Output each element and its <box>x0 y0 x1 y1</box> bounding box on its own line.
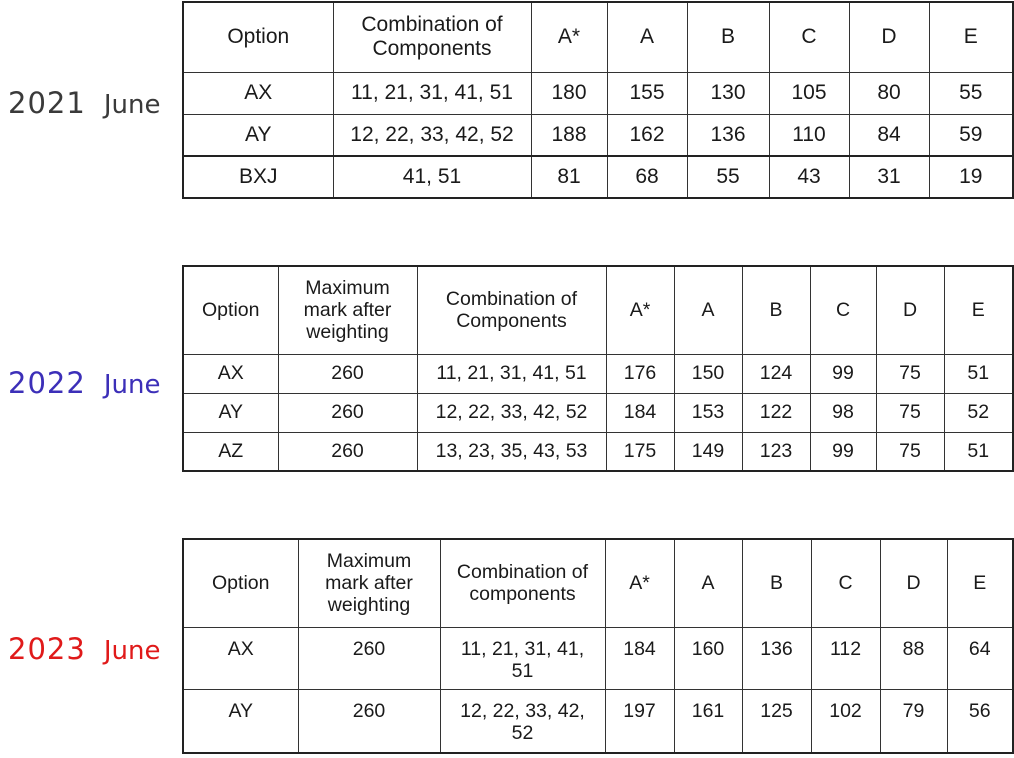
year-label-2021 <box>8 86 160 120</box>
table-cell: AY <box>183 689 298 753</box>
header-cell: Option <box>183 266 278 354</box>
table-cell: 84 <box>849 114 929 156</box>
table-cell: 125 <box>742 689 811 753</box>
table-cell: 75 <box>876 354 944 393</box>
table-cell: 161 <box>674 689 742 753</box>
table-cell: 260 <box>278 393 417 432</box>
header-cell: A <box>607 2 687 72</box>
table-cell: 184 <box>606 393 674 432</box>
header-cell: A* <box>606 266 674 354</box>
header-cell: A* <box>531 2 607 72</box>
table-cell: 41, 51 <box>333 156 531 198</box>
table-cell: 55 <box>929 72 1013 114</box>
table-cell: 80 <box>849 72 929 114</box>
year-label-2023 <box>8 632 160 666</box>
table-cell: 260 <box>298 689 440 753</box>
table-cell: 155 <box>607 72 687 114</box>
table-cell: 55 <box>687 156 769 198</box>
table-cell: 175 <box>606 432 674 471</box>
table-cell: 79 <box>880 689 947 753</box>
header-cell: B <box>742 266 810 354</box>
header-cell: A <box>674 539 742 627</box>
table-cell: 180 <box>531 72 607 114</box>
table-cell: 75 <box>876 432 944 471</box>
table-cell: 51 <box>944 354 1013 393</box>
table-cell: 75 <box>876 393 944 432</box>
table-cell: 19 <box>929 156 1013 198</box>
table-cell: 122 <box>742 393 810 432</box>
header-cell: Combination of components <box>440 539 605 627</box>
header-cell: Maximum mark after weighting <box>298 539 440 627</box>
table-cell: 150 <box>674 354 742 393</box>
table-row <box>183 393 1013 432</box>
table-cell: 31 <box>849 156 929 198</box>
table-cell: 176 <box>606 354 674 393</box>
header-cell: D <box>849 2 929 72</box>
table-cell: BXJ <box>183 156 333 198</box>
table-cell: 99 <box>810 354 876 393</box>
table-cell: AX <box>183 627 298 689</box>
table-row <box>183 156 1013 198</box>
table-row <box>183 72 1013 114</box>
grade-table-2023 <box>182 538 1014 754</box>
table-cell: 160 <box>674 627 742 689</box>
header-cell: D <box>876 266 944 354</box>
table-cell: 136 <box>742 627 811 689</box>
grade-table-2022 <box>182 265 1014 472</box>
table-row <box>183 689 1013 753</box>
header-cell: E <box>944 266 1013 354</box>
header-cell: Maximum mark after weighting <box>278 266 417 354</box>
year-label-2022 <box>8 366 160 400</box>
table-row <box>183 432 1013 471</box>
table-header-row <box>183 539 1013 627</box>
table-cell: AX <box>183 354 278 393</box>
table-cell: 51 <box>944 432 1013 471</box>
table-cell: 52 <box>944 393 1013 432</box>
grade-table-2021 <box>182 1 1014 199</box>
header-cell: B <box>687 2 769 72</box>
header-cell: E <box>929 2 1013 72</box>
month-text: June <box>103 370 161 400</box>
table-cell: 59 <box>929 114 1013 156</box>
header-cell: Combination of Components <box>417 266 606 354</box>
table-cell: AZ <box>183 432 278 471</box>
table-cell: 12, 22, 33, 42, 52 <box>440 689 605 753</box>
year-text: 2022 <box>8 366 86 400</box>
table-cell: 56 <box>947 689 1013 753</box>
year-text: 2021 <box>8 86 86 120</box>
table-cell: 110 <box>769 114 849 156</box>
table-cell: 11, 21, 31, 41, 51 <box>333 72 531 114</box>
table-row <box>183 114 1013 156</box>
table-header-row <box>183 2 1013 72</box>
header-cell: A <box>674 266 742 354</box>
table-cell: 260 <box>298 627 440 689</box>
month-text: June <box>103 636 161 666</box>
table-cell: 102 <box>811 689 880 753</box>
header-cell: C <box>811 539 880 627</box>
table-cell: 99 <box>810 432 876 471</box>
table-cell: 105 <box>769 72 849 114</box>
table-cell: 260 <box>278 432 417 471</box>
table-cell: 12, 22, 33, 42, 52 <box>333 114 531 156</box>
table-cell: 260 <box>278 354 417 393</box>
table-cell: 64 <box>947 627 1013 689</box>
table-cell: AY <box>183 393 278 432</box>
table-cell: 130 <box>687 72 769 114</box>
table-cell: AX <box>183 72 333 114</box>
table-cell: 153 <box>674 393 742 432</box>
table-cell: 136 <box>687 114 769 156</box>
table-cell: 162 <box>607 114 687 156</box>
table-row <box>183 627 1013 689</box>
table-cell: 149 <box>674 432 742 471</box>
header-cell: Option <box>183 539 298 627</box>
table-cell: 184 <box>605 627 674 689</box>
table-cell: 12, 22, 33, 42, 52 <box>417 393 606 432</box>
table-cell: 43 <box>769 156 849 198</box>
header-cell: C <box>810 266 876 354</box>
table-cell: 11, 21, 31, 41, 51 <box>417 354 606 393</box>
table-cell: 11, 21, 31, 41, 51 <box>440 627 605 689</box>
table-cell: 123 <box>742 432 810 471</box>
header-cell: C <box>769 2 849 72</box>
table-row <box>183 354 1013 393</box>
month-text: June <box>103 90 161 120</box>
header-cell: Combination of Components <box>333 2 531 72</box>
header-cell: B <box>742 539 811 627</box>
header-cell: E <box>947 539 1013 627</box>
year-text: 2023 <box>8 632 86 666</box>
table-cell: 88 <box>880 627 947 689</box>
table-header-row <box>183 266 1013 354</box>
header-cell: Option <box>183 2 333 72</box>
header-cell: A* <box>605 539 674 627</box>
table-cell: 98 <box>810 393 876 432</box>
table-cell: 13, 23, 35, 43, 53 <box>417 432 606 471</box>
table-cell: 112 <box>811 627 880 689</box>
table-cell: AY <box>183 114 333 156</box>
table-cell: 188 <box>531 114 607 156</box>
table-cell: 124 <box>742 354 810 393</box>
table-cell: 68 <box>607 156 687 198</box>
table-cell: 81 <box>531 156 607 198</box>
table-cell: 197 <box>605 689 674 753</box>
header-cell: D <box>880 539 947 627</box>
